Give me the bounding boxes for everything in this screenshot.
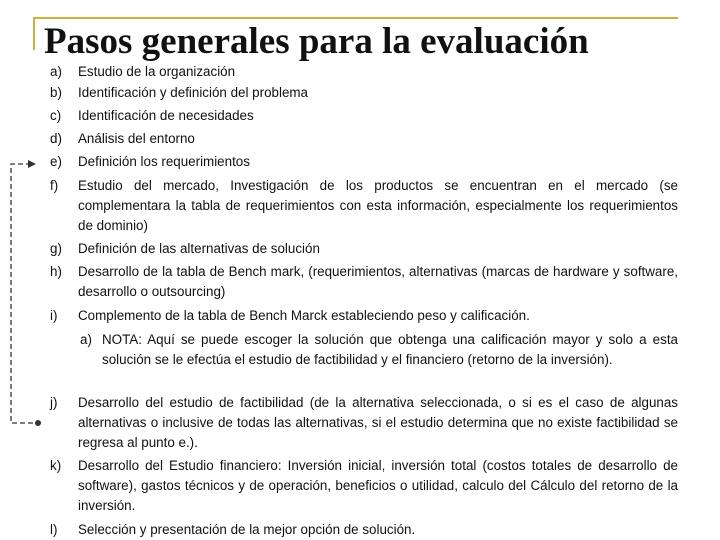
item-marker: d) — [50, 131, 62, 146]
item-text: Desarrollo del estudio de factibilidad (de la alternativa seleccionada, o si es el caso de algunas alternativas o inclusive de todas las alternativas, si el estudio determina que no existe factibilidad se regresa al punto e.). — [78, 395, 678, 450]
item-text: Selección y presentación de la mejor opción de solución. — [78, 522, 416, 537]
item-text: Definición de las alternativas de solución — [78, 241, 320, 256]
item-marker: i) — [50, 308, 58, 323]
item-text: NOTA: Aquí se puede escoger la solución que obtenga una calificación mayor y solo a esta solución se le efectúa el estudio de factibilidad y el financiero (retorno de la inversión). — [102, 332, 678, 367]
slide-title: Pasos generales para la evaluación — [44, 21, 589, 62]
item-marker: c) — [50, 108, 62, 123]
item-text: Identificación y definición del problema — [78, 85, 309, 100]
item-marker: a) — [50, 64, 62, 79]
item-text: Desarrollo del Estudio financiero: Inversión inicial, inversión total (costos totales de desarrollo de software), gastos técnicos y de operación, beneficios o utilidad, calculo del Cálculo del retorno de la inversión. — [78, 458, 678, 513]
item-text: Complemento de la tabla de Bench Marck estableciendo peso y calificación. — [78, 308, 530, 323]
item-text: Identificación de necesidades — [78, 108, 254, 123]
item-marker: e) — [50, 154, 62, 169]
item-marker: k) — [50, 458, 62, 473]
item-text: Estudio de la organización — [78, 64, 236, 79]
item-text: Análisis del entorno — [78, 131, 195, 146]
item-marker: g) — [50, 241, 62, 256]
accent-vertical-line — [33, 18, 35, 50]
item-marker: h) — [50, 264, 62, 279]
loop-back-arrow-icon — [8, 160, 48, 432]
item-text: Desarrollo de la tabla de Bench mark, (requerimientos, alternativas (marcas de hardware y software, desarrollo o outsourcing) — [78, 264, 678, 299]
item-marker: l) — [50, 522, 58, 537]
item-text: Estudio del mercado, Investigación de los productos se encuentran en el mercado (se complementara la tabla de requerimientos con esta información, especialmente los requerimientos de dominio) — [78, 178, 678, 233]
item-marker: b) — [50, 85, 62, 100]
item-marker: f) — [50, 178, 59, 193]
item-marker: a) — [80, 332, 92, 347]
item-marker: j) — [50, 395, 58, 410]
item-text: Definición los requerimientos — [78, 154, 250, 169]
